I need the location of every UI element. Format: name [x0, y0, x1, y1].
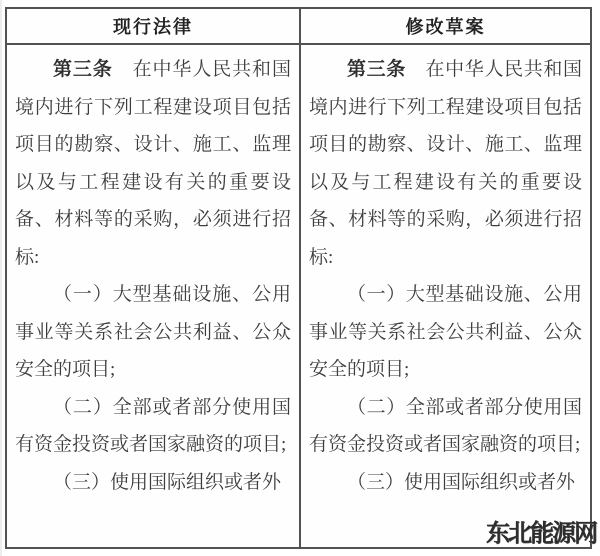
article-number: 第三条 — [53, 59, 113, 80]
header-draft-amendment: 修改草案 — [405, 17, 486, 37]
law-paragraph: 第三条 在中华人民共和国境内进行下列工程建设项目包括项目的勘察、设计、施工、监理以及与工程建设有关的重要设备、材料等的采购，必须进行招标: — [309, 59, 582, 268]
law-paragraph: （三）使用国际组织或者外 — [347, 471, 576, 493]
site-watermark: 东北能源网 — [486, 520, 596, 547]
table-header-row — [7, 9, 590, 45]
table-body-row — [7, 45, 590, 547]
header-current-law: 现行法律 — [7, 9, 301, 43]
law-comparison-table — [5, 7, 592, 549]
law-paragraph: （二）全部或者部分使用国有资金投资或者国家融资的项目; — [309, 396, 582, 455]
law-paragraph: （一）大型基础设施、公用事业等关系社会公共利益、公众安全的项目; — [309, 284, 582, 380]
law-paragraph: （一）大型基础设施、公用事业等关系社会公共利益、公众安全的项目; — [15, 284, 291, 380]
law-paragraph: （二）全部或者部分使用国有资金投资或者国家融资的项目; — [15, 396, 291, 455]
cell-draft-amendment — [301, 45, 590, 547]
law-paragraph: （三）使用国际组织或者外 — [53, 471, 282, 493]
law-paragraph: 第三条 在中华人民共和国境内进行下列工程建设项目包括项目的勘察、设计、施工、监理以及与工程建设有关的重要设备、材料等的采购，必须进行招标: — [15, 59, 291, 268]
article-number: 第三条 — [347, 59, 406, 80]
scan-edge-artifact — [0, 0, 2, 556]
cell-current-law — [7, 45, 301, 547]
